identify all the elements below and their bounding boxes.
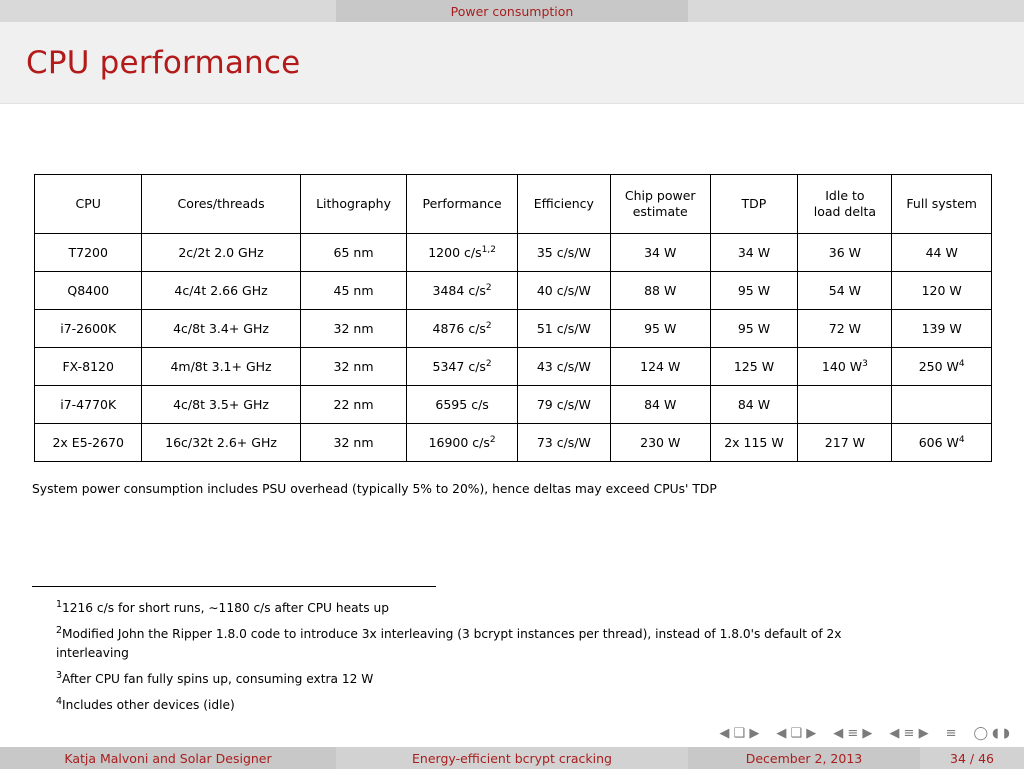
slide-content — [0, 174, 1024, 496]
section-title: Power consumption — [450, 3, 574, 19]
footnote-marker: 4 — [56, 696, 63, 708]
table-note: System power consumption includes PSU overhead (typically 5% to 20%), hence deltas may exceed CPUs' TDP — [32, 482, 717, 496]
footnote-item — [32, 599, 912, 617]
first-frame-nav-icon[interactable]: ◀ ❑ ▶ — [719, 726, 760, 741]
footer-authors: Katja Malvoni and Solar Designer — [0, 747, 336, 769]
cell-performance-value: 3484 c/s — [432, 283, 486, 298]
col-header-full-system: Full system — [892, 175, 992, 234]
cell-idle-to-load — [798, 234, 892, 272]
cell-full-system-value: 139 W — [921, 321, 962, 336]
cell-cores-threads: 16c/32t 2.6+ GHz — [142, 424, 300, 462]
col-header-cores-threads: Cores/threads — [142, 175, 300, 234]
table-row — [35, 386, 992, 424]
cell-tdp: 95 W — [710, 272, 798, 310]
cell-cpu: i7-4770K — [35, 386, 142, 424]
prev-subsection-nav-icon[interactable]: ◀ ≡ ▶ — [833, 726, 873, 741]
col-header-idle-line1: Idle to — [825, 188, 865, 204]
cell-full-system — [892, 272, 992, 310]
cell-chip-power: 230 W — [610, 424, 710, 462]
footnote-item — [32, 696, 912, 714]
footnote-item — [32, 625, 912, 662]
footer-page-number: 34 / 46 — [920, 747, 1024, 769]
footnote-marker: 1 — [56, 598, 63, 610]
cell-full-system-value: 606 W — [918, 435, 959, 450]
footnotes-block — [32, 586, 912, 722]
col-header-performance: Performance — [407, 175, 517, 234]
cell-cpu: Q8400 — [35, 272, 142, 310]
section-header-left-filler — [0, 0, 336, 22]
zoom-nav-icon[interactable]: ◯ ◖ ◗ — [973, 726, 1010, 741]
cell-efficiency: 43 c/s/W — [517, 348, 610, 386]
cell-performance — [407, 424, 517, 462]
cell-full-system-footnote: 4 — [958, 358, 965, 369]
cell-chip-power: 84 W — [610, 386, 710, 424]
cell-idle-value: 217 W — [824, 435, 865, 450]
table-row — [35, 424, 992, 462]
footer-talk-title: Energy-efficient bcrypt cracking — [336, 747, 688, 769]
col-header-efficiency: Efficiency — [517, 175, 610, 234]
cell-performance — [407, 348, 517, 386]
footnote-text: After CPU fan fully spins up, consuming extra 12 W — [62, 671, 374, 686]
footnote-text: 1216 c/s for short runs, ∼1180 c/s after CPU heats up — [62, 601, 389, 615]
cell-tdp: 125 W — [710, 348, 798, 386]
footnote-item — [32, 670, 912, 688]
cell-cores-threads: 4c/4t 2.66 GHz — [142, 272, 300, 310]
cell-cores-threads: 4c/8t 3.5+ GHz — [142, 386, 300, 424]
cell-cores-threads: 4c/8t 3.4+ GHz — [142, 310, 300, 348]
col-header-chip-power-line2: estimate — [632, 204, 688, 219]
cell-lithography: 65 nm — [300, 234, 407, 272]
cell-full-system-value: 250 W — [918, 359, 959, 374]
col-header-cpu: CPU — [35, 175, 142, 234]
cell-full-system — [892, 424, 992, 462]
cell-lithography: 32 nm — [300, 310, 407, 348]
cell-performance-value: 16900 c/s — [428, 435, 490, 450]
cell-efficiency: 51 c/s/W — [517, 310, 610, 348]
section-header-current[interactable] — [336, 0, 688, 22]
cell-full-system-footnote: 4 — [958, 434, 965, 445]
table-body — [35, 234, 992, 462]
section-header-bar — [0, 0, 1024, 22]
cell-performance-footnote: 2 — [489, 434, 496, 445]
footnote-marker: 3 — [56, 669, 63, 681]
table-row — [35, 310, 992, 348]
cell-lithography: 22 nm — [300, 386, 407, 424]
col-header-chip-power — [610, 175, 710, 234]
col-header-chip-power-line1: Chip power — [624, 188, 696, 204]
cell-cpu: T7200 — [35, 234, 142, 272]
cell-full-system — [892, 310, 992, 348]
cell-idle-value: 54 W — [828, 283, 862, 298]
cell-performance-value: 4876 c/s — [432, 321, 486, 336]
cell-performance — [407, 234, 517, 272]
cell-performance-value: 5347 c/s — [432, 359, 486, 374]
col-header-idle-line2: load delta — [813, 204, 877, 219]
cell-full-system — [892, 348, 992, 386]
table-head — [35, 175, 992, 234]
last-frame-nav-icon[interactable]: ≡ — [945, 726, 957, 741]
cell-tdp: 95 W — [710, 310, 798, 348]
cell-performance — [407, 310, 517, 348]
cell-performance — [407, 386, 517, 424]
cell-idle-value: 140 W — [821, 359, 863, 374]
cell-performance-footnote: 2 — [485, 282, 492, 293]
cpu-performance-table — [34, 174, 992, 462]
cell-performance-value: 6595 c/s — [435, 397, 489, 412]
next-subsection-nav-icon[interactable]: ◀ ≡ ▶ — [889, 726, 929, 741]
cell-tdp: 84 W — [710, 386, 798, 424]
cell-idle-to-load — [798, 386, 892, 424]
cell-cpu: FX-8120 — [35, 348, 142, 386]
slide-title-block — [0, 22, 1024, 104]
footnote-text: Includes other devices (idle) — [62, 698, 235, 713]
col-header-idle-to-load — [798, 175, 892, 234]
cell-full-system — [892, 234, 992, 272]
col-header-tdp: TDP — [710, 175, 798, 234]
table-row — [35, 234, 992, 272]
footer-bar — [0, 747, 1024, 769]
cell-chip-power: 124 W — [610, 348, 710, 386]
cell-performance-footnote: 2 — [485, 320, 492, 331]
cell-idle-value: 72 W — [828, 321, 862, 336]
footnote-rule — [32, 586, 436, 587]
cell-idle-to-load — [798, 424, 892, 462]
footnote-marker: 2 — [56, 625, 63, 637]
page-title: CPU performance — [26, 44, 301, 81]
cell-idle-to-load — [798, 272, 892, 310]
cell-efficiency: 35 c/s/W — [517, 234, 610, 272]
table-row — [35, 348, 992, 386]
cell-cpu: i7-2600K — [35, 310, 142, 348]
cell-performance-value: 1200 c/s — [428, 245, 482, 260]
cell-cores-threads: 4m/8t 3.1+ GHz — [142, 348, 300, 386]
cell-cores-threads: 2c/2t 2.0 GHz — [142, 234, 300, 272]
footer-date: December 2, 2013 — [688, 747, 920, 769]
navigation-controls[interactable] — [719, 726, 1010, 741]
cell-full-system-value: 44 W — [925, 245, 958, 260]
table-header-row — [35, 175, 992, 234]
cell-efficiency: 79 c/s/W — [517, 386, 610, 424]
section-header-right-filler — [688, 0, 1024, 22]
cell-full-system-value: 120 W — [921, 283, 962, 298]
cell-cpu: 2x E5-2670 — [35, 424, 142, 462]
cell-lithography: 32 nm — [300, 348, 407, 386]
cell-lithography: 45 nm — [300, 272, 407, 310]
col-header-lithography: Lithography — [300, 175, 407, 234]
cell-efficiency: 40 c/s/W — [517, 272, 610, 310]
cell-tdp: 2x 115 W — [710, 424, 798, 462]
table-row — [35, 272, 992, 310]
cell-idle-to-load — [798, 348, 892, 386]
cell-chip-power: 95 W — [610, 310, 710, 348]
cell-idle-footnote: 3 — [862, 358, 868, 369]
cell-full-system — [892, 386, 992, 424]
cell-performance — [407, 272, 517, 310]
cell-chip-power: 34 W — [610, 234, 710, 272]
cell-performance-footnote: 1,2 — [481, 244, 496, 255]
cell-chip-power: 88 W — [610, 272, 710, 310]
cell-efficiency: 73 c/s/W — [517, 424, 610, 462]
prev-slide-nav-icon[interactable]: ◀ ❑ ▶ — [776, 726, 817, 741]
cell-tdp: 34 W — [710, 234, 798, 272]
cell-idle-to-load — [798, 310, 892, 348]
cell-lithography: 32 nm — [300, 424, 407, 462]
footnote-text: Modified John the Ripper 1.8.0 code to introduce 3x interleaving (3 bcrypt instances per thread), instead of 1.8.0's default of 2x interleaving — [56, 627, 842, 660]
cell-idle-value: 36 W — [828, 245, 862, 260]
cell-performance-footnote: 2 — [485, 358, 492, 369]
